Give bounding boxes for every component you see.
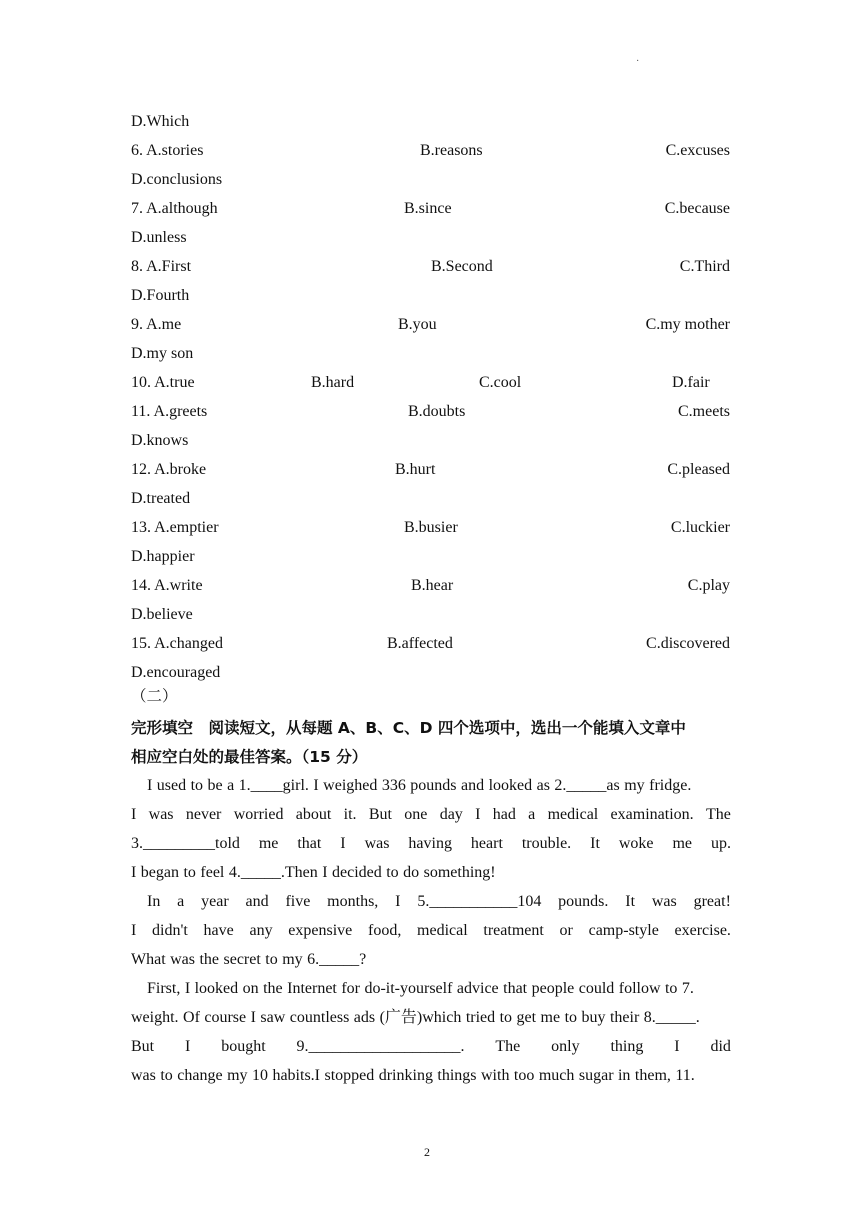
passage-word: Internet [287, 980, 337, 997]
option-d: D.fair [672, 374, 710, 391]
passage-word: in [617, 1067, 631, 1084]
passage-word: weighed [323, 777, 378, 794]
option-d: D.knows [131, 432, 189, 449]
option-row [131, 545, 730, 569]
option-a: 7. A.although [131, 200, 218, 217]
passage-word: 5.___________104 [417, 893, 542, 910]
option-row [131, 284, 730, 308]
passage-line [131, 861, 731, 885]
passage-word: saw [260, 1009, 286, 1026]
passage-word: had [492, 806, 516, 823]
passage-word: What [131, 951, 166, 968]
passage-word: I [185, 1038, 191, 1055]
passage-word: habits.I [272, 1067, 320, 1084]
passage-word: to [499, 1009, 513, 1026]
passage-word: I [184, 980, 191, 997]
option-c: C.luckier [670, 519, 730, 536]
passage-word: I [395, 893, 401, 910]
passage-word: to [664, 980, 678, 997]
passage-word: looked [194, 980, 239, 997]
option-row [131, 197, 730, 221]
passage-word: worried [233, 806, 284, 823]
passage-word: 8._____. [643, 1009, 700, 1026]
passage-word: their [609, 1009, 640, 1026]
passage-word: I [131, 806, 137, 823]
passage-word: thing [610, 1038, 644, 1055]
option-b: B.affected [387, 635, 453, 652]
passage-word: 336 [381, 777, 406, 794]
passage-word: I [475, 806, 481, 823]
passage-word: heart [470, 835, 503, 852]
passage-line [131, 803, 731, 827]
passage-word: much [538, 1067, 575, 1084]
passage-word: I [322, 864, 328, 881]
passage-word: with [481, 1067, 510, 1084]
option-row [131, 168, 730, 192]
passage-word: and [245, 893, 269, 910]
option-row [131, 632, 730, 656]
passage-word: the [263, 980, 283, 997]
option-row [131, 400, 730, 424]
passage-word: do [403, 864, 420, 881]
passage-word: I [250, 1009, 256, 1026]
option-d: D.Which [131, 113, 190, 130]
option-row [131, 429, 730, 453]
passage-word: 11. [675, 1067, 695, 1084]
passage-word: 4._____.Then [228, 864, 318, 881]
passage-word: In [147, 893, 161, 910]
option-c: C.meets [678, 403, 730, 420]
passage-word: treatment [483, 922, 544, 939]
option-c: C.excuses [665, 142, 730, 159]
passage-word: It [625, 893, 636, 910]
passage-line [131, 1006, 731, 1030]
passage-word: get [516, 1009, 537, 1026]
option-c: C.because [664, 200, 730, 217]
option-row [131, 255, 730, 279]
option-row [131, 516, 730, 540]
option-b: B.Second [431, 258, 493, 275]
option-row [131, 603, 730, 627]
option-a: 9. A.me [131, 316, 182, 333]
passage-word: expensive [288, 922, 353, 939]
passage-word: up. [710, 835, 731, 852]
option-c: C.discovered [646, 635, 730, 652]
option-b: B.reasons [420, 142, 483, 159]
passage-word: have [203, 922, 234, 939]
passage-word: secret [223, 951, 261, 968]
passage-word: people [531, 980, 575, 997]
passage-word: my [227, 1067, 248, 1084]
option-row [131, 574, 730, 598]
passage-word: But [368, 806, 392, 823]
passage-line [147, 890, 731, 914]
passage-word: fridge. [649, 777, 692, 794]
passage-word: I [131, 922, 137, 939]
passage-word: only [551, 1038, 580, 1055]
passage-word: 2._____as [554, 777, 620, 794]
option-c: C.play [687, 577, 730, 594]
section-label: （二） [131, 687, 178, 705]
passage-word: 6._____? [307, 951, 367, 968]
option-a: 14. A.write [131, 577, 203, 594]
passage-word: decided [331, 864, 382, 881]
instruction-line-2: 相应空白处的最佳答案。（15 分） [131, 748, 368, 766]
passage-word: great! [693, 893, 731, 910]
passage-word: follow [618, 980, 661, 997]
option-b: B.hurt [395, 461, 436, 478]
option-a: 13. A.emptier [131, 519, 219, 536]
passage-word: to [190, 777, 204, 794]
header-mark: · [636, 56, 640, 67]
option-a: 12. A.broke [131, 461, 207, 478]
passage-word: buy [581, 1009, 606, 1026]
passage-word: examination. [610, 806, 694, 823]
passage-word: I [147, 777, 153, 794]
passage-word: ads [353, 1009, 376, 1026]
passage-word: advice [456, 980, 499, 997]
passage-word: things [437, 1067, 477, 1084]
passage-word: too [513, 1067, 535, 1084]
instruction-line-1: 完形填空 阅读短文，从每题 A、B、C、D 四个选项中，选出一个能填入文章中 [131, 719, 686, 737]
option-row [131, 110, 730, 134]
passage-word: 10 [251, 1067, 268, 1084]
passage-word: 9.___________________. [296, 1038, 465, 1055]
option-row [131, 226, 730, 250]
passage-word: it. [343, 806, 357, 823]
passage-word: me [540, 1009, 561, 1026]
passage-word: a [227, 777, 235, 794]
passage-word: course [204, 1009, 247, 1026]
passage-word: change [177, 1067, 223, 1084]
passage-word: could [578, 980, 615, 997]
passage-word: Of [183, 1009, 200, 1026]
option-a: 10. A.true [131, 374, 195, 391]
option-c: C.pleased [667, 461, 730, 478]
passage-word: medical [547, 806, 599, 823]
passage-word: never [185, 806, 222, 823]
passage-word: them, [634, 1067, 671, 1084]
passage-word: be [207, 777, 223, 794]
option-c: C.Third [679, 258, 730, 275]
passage-word: medical [417, 922, 468, 939]
passage-word: me [672, 835, 693, 852]
passage-word: was [651, 893, 677, 910]
passage-word: to [386, 864, 399, 881]
passage-word: me [258, 835, 279, 852]
passage-word: one [404, 806, 428, 823]
passage-word: tried [465, 1009, 496, 1026]
passage-word: something! [423, 864, 496, 881]
passage-word: 3._________told [131, 835, 240, 852]
passage-word: camp-style [588, 922, 659, 939]
option-b: B.busier [404, 519, 458, 536]
passage-word: countless [289, 1009, 350, 1026]
option-row [131, 313, 730, 337]
passage-word: that [503, 980, 528, 997]
passage-word: year [201, 893, 229, 910]
passage-word: pounds. [558, 893, 609, 910]
option-row [131, 139, 730, 163]
passage-word: began [140, 864, 179, 881]
option-b: B.hear [411, 577, 454, 594]
passage-word: on [242, 980, 259, 997]
passage-word: was [170, 951, 196, 968]
passage-line [147, 774, 731, 798]
option-d: D.Fourth [131, 287, 190, 304]
option-d: D.believe [131, 606, 193, 623]
passage-word: my [624, 777, 645, 794]
passage-word: I [340, 835, 346, 852]
passage-line [131, 919, 731, 943]
passage-word: The [705, 806, 731, 823]
passage-word: 7. [681, 980, 694, 997]
passage-word: didn't [152, 922, 188, 939]
passage-word: any [249, 922, 273, 939]
passage-line [131, 1064, 731, 1088]
passage-word: or [559, 922, 573, 939]
option-b: B.hard [311, 374, 355, 391]
option-a: 11. A.greets [131, 403, 208, 420]
option-c: C.cool [479, 374, 522, 391]
passage-word: feel [200, 864, 225, 881]
option-row [131, 458, 730, 482]
option-d: D.conclusions [131, 171, 223, 188]
passage-word: my [282, 951, 303, 968]
passage-word: trouble. [521, 835, 572, 852]
passage-word: First, [147, 980, 181, 997]
passage-word: about [295, 806, 332, 823]
passage-word: having [408, 835, 452, 852]
passage-word: used [156, 777, 187, 794]
option-d: D.treated [131, 490, 191, 507]
option-d: D.happier [131, 548, 195, 565]
passage-word: drinking [378, 1067, 433, 1084]
passage-line [131, 1035, 731, 1059]
passage-word: (广告)which [379, 1009, 462, 1026]
passage-word: to [564, 1009, 578, 1026]
page-number: 2 [424, 1145, 430, 1159]
passage-word: months, [327, 893, 379, 910]
passage-word: day [439, 806, 463, 823]
passage-word: five [285, 893, 311, 910]
passage-word: looked [488, 777, 533, 794]
passage-word: I [131, 864, 137, 881]
passage-word: woke [618, 835, 654, 852]
passage-word: do-it-yourself [364, 980, 453, 997]
option-a: 15. A.changed [131, 635, 223, 652]
passage-word: It [590, 835, 600, 852]
passage-word: stopped [324, 1067, 375, 1084]
passage-word: But [131, 1038, 155, 1055]
option-b: B.doubts [408, 403, 466, 420]
passage-word: pounds [410, 777, 457, 794]
passage-word: I [313, 777, 319, 794]
passage-word: for [341, 980, 360, 997]
passage-word: I [674, 1038, 680, 1055]
option-d: D.encouraged [131, 664, 221, 681]
option-c: C.my mother [645, 316, 730, 333]
passage-word: bought [221, 1038, 266, 1055]
passage-word: The [495, 1038, 521, 1055]
option-row [131, 661, 730, 685]
passage-word: was [131, 1067, 156, 1084]
passage-line [147, 977, 731, 1001]
passage-word: weight. [131, 1009, 179, 1026]
passage-line [131, 948, 731, 972]
passage-line [131, 832, 731, 856]
passage-word: as [536, 777, 550, 794]
passage-word: the [199, 951, 220, 968]
passage-word: and [461, 777, 485, 794]
passage-word: to [265, 951, 278, 968]
passage-word: to [183, 864, 196, 881]
option-row [131, 487, 730, 511]
option-a: 6. A.stories [131, 142, 204, 159]
passage-word: was [148, 806, 174, 823]
passage-word: was [364, 835, 390, 852]
passage-word: exercise. [674, 922, 731, 939]
option-d: D.unless [131, 229, 187, 246]
option-d: D.my son [131, 345, 194, 362]
passage-word: that [297, 835, 322, 852]
passage-word: a [528, 806, 536, 823]
passage-word: to [160, 1067, 173, 1084]
passage-word: 1.____girl. [238, 777, 309, 794]
passage-word: food, [368, 922, 402, 939]
option-b: B.you [398, 316, 437, 333]
passage-word: a [177, 893, 185, 910]
option-row [131, 342, 730, 366]
passage-word: did [710, 1038, 731, 1055]
passage-word: sugar [578, 1067, 614, 1084]
option-b: B.since [404, 200, 452, 217]
option-a: 8. A.First [131, 258, 192, 275]
option-row [131, 371, 730, 395]
